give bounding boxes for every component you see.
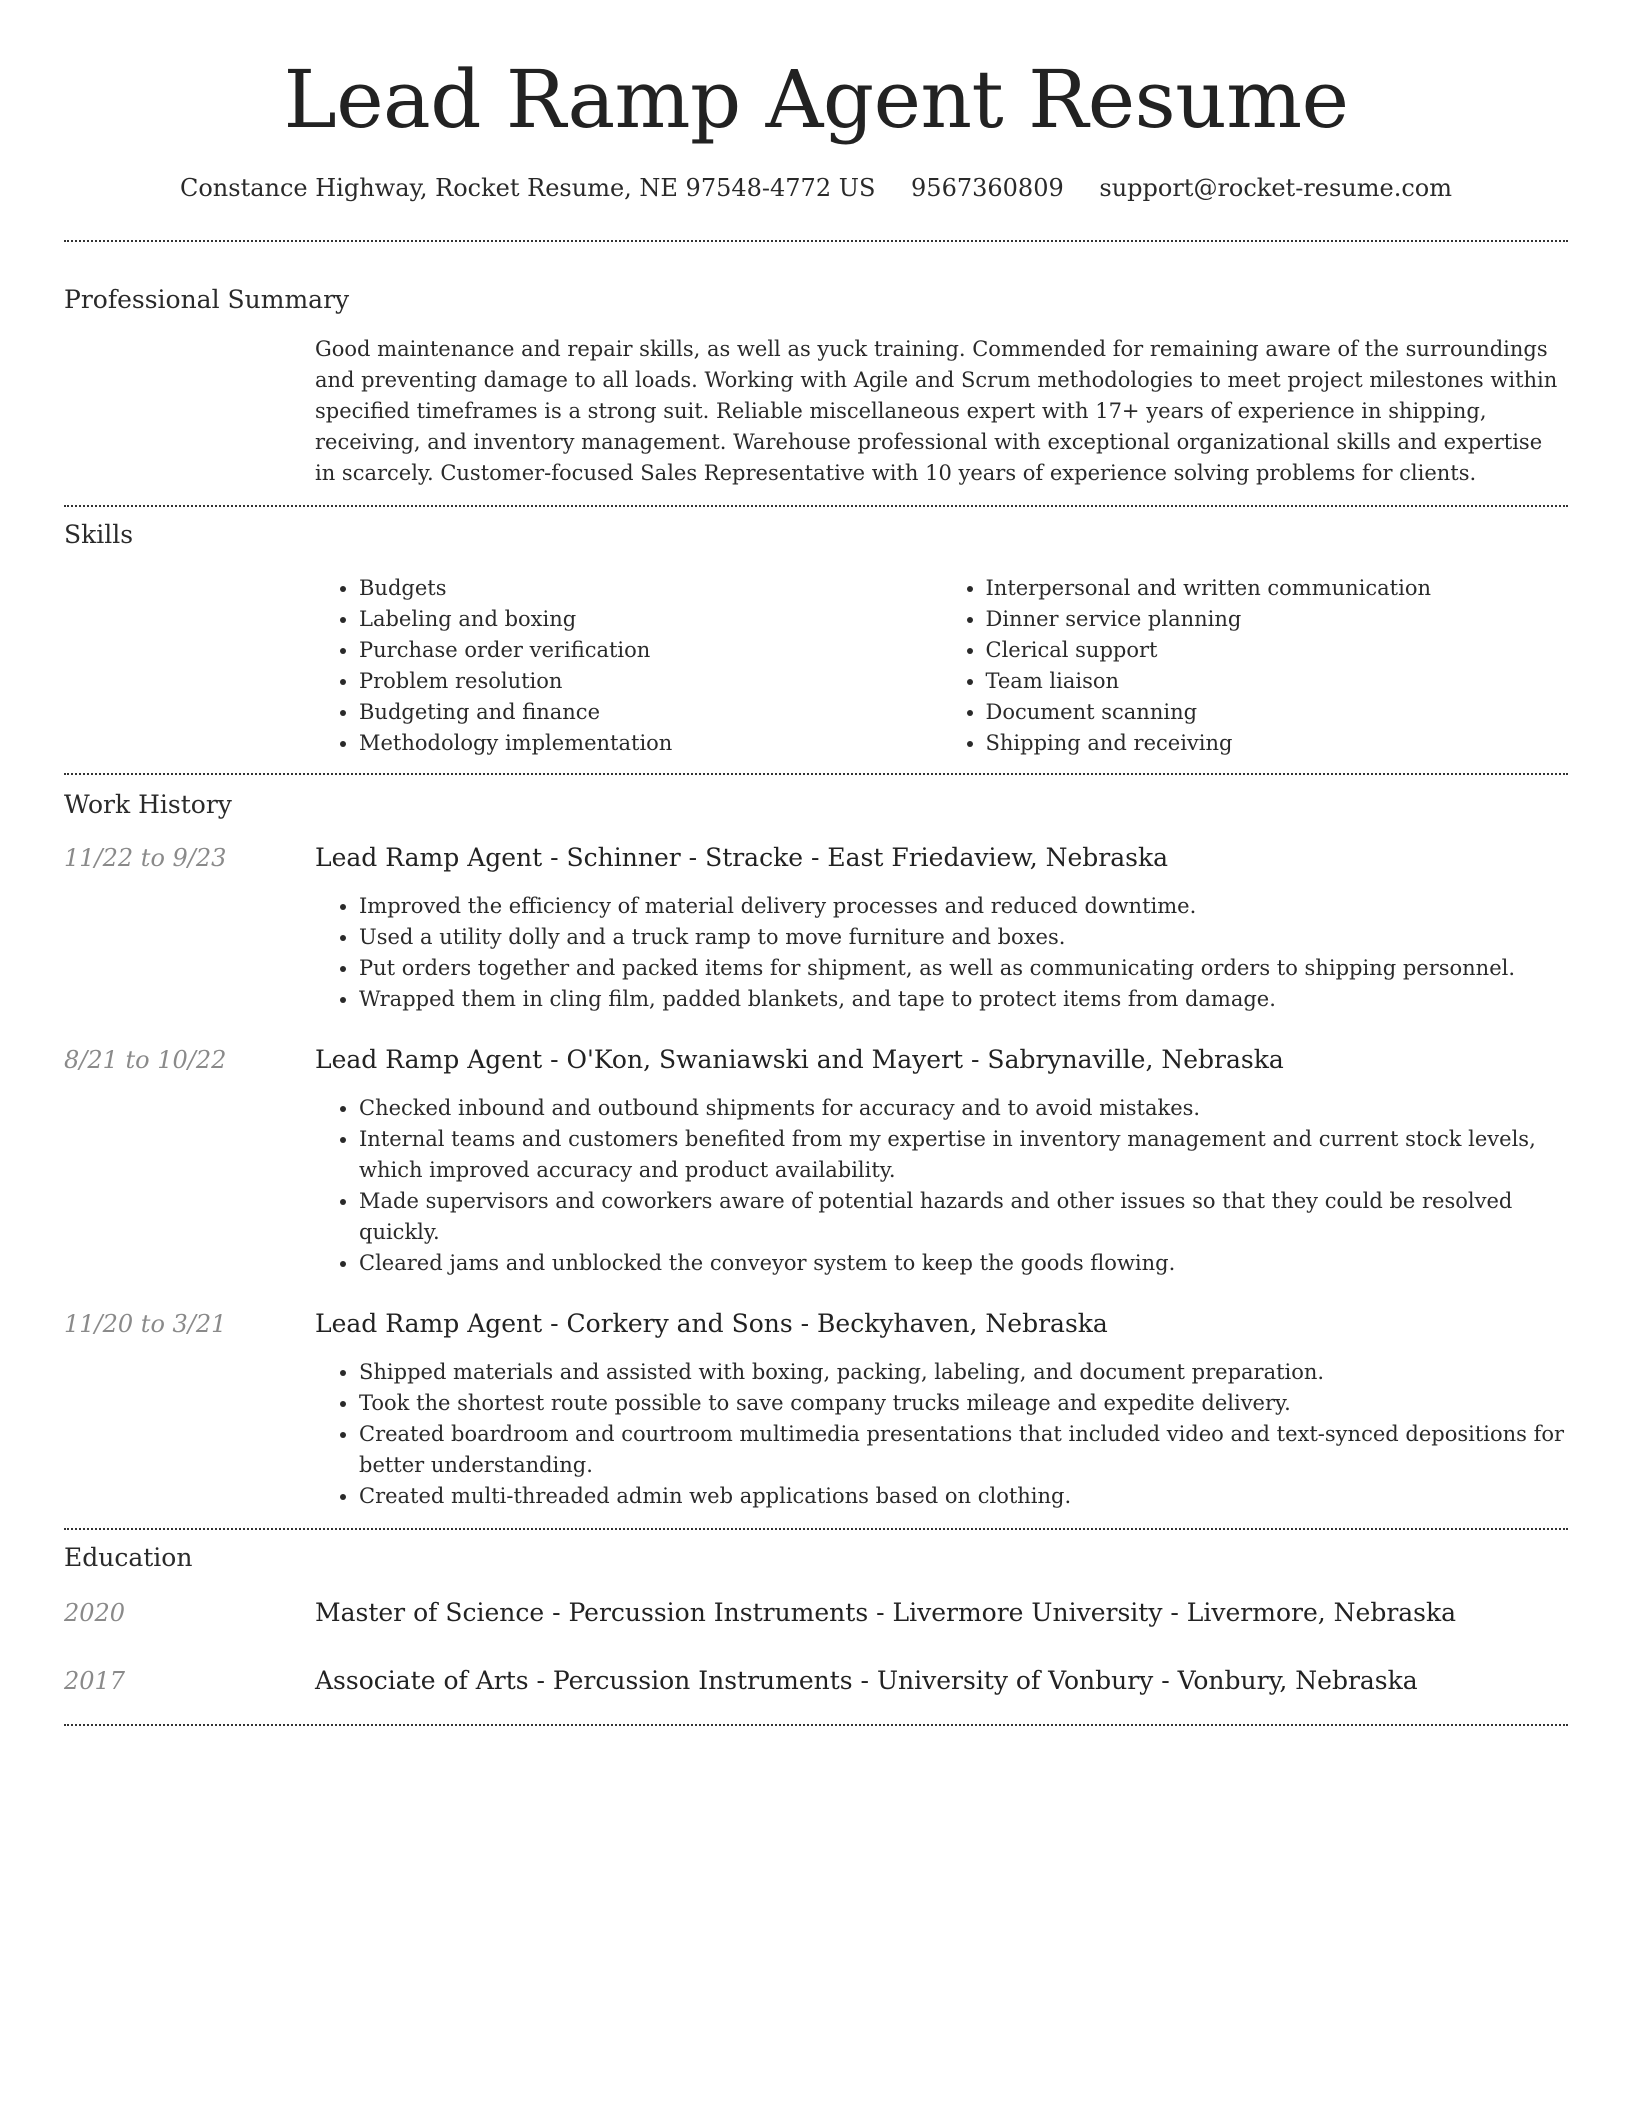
job-title: Lead Ramp Agent - O'Kon, Swaniawski and Mayert - Sabrynaville, Nebraska	[315, 1045, 1284, 1074]
skills-list-left	[315, 573, 942, 759]
education-entry	[64, 1666, 1568, 1702]
education-year: 2020	[64, 1599, 126, 1627]
job-entry	[64, 1045, 1568, 1279]
education-degree: Master of Science - Percussion Instruments - Livermore University - Livermore, Nebraska	[315, 1598, 1457, 1627]
job-bullet: • Took the shortest route possible to save company trucks mileage and expedite delivery.	[359, 1388, 1568, 1419]
job-bullet: • Put orders together and packed items for shipment, as well as communicating orders to shipping personnel.	[359, 953, 1568, 984]
education-year: 2017	[64, 1667, 126, 1695]
job-bullets	[315, 1357, 1568, 1512]
skill-item: • Methodology implementation	[359, 728, 942, 759]
skills-heading: Skills	[64, 520, 134, 549]
summary-heading: Professional Summary	[64, 285, 350, 314]
skills-list-right	[942, 573, 1569, 759]
contact-phone: 9567360809	[911, 174, 1064, 202]
job-bullet: • Wrapped them in cling film, padded blankets, and tape to protect items from damage.	[359, 984, 1568, 1015]
summary-text: Good maintenance and repair skills, as well as yuck training. Commended for remaining aware of the surroundings and preventing damage to all loads. Working with Agile and Scrum methodologies to meet project milestones within specified timeframes is a strong suit. Reliable miscellaneous expert with 17+ years of experience in shipping, receiving, and inventory management. Warehouse professional with exceptional organizational skills and expertise in scarcely. Customer-focused Sales Representative with 10 years of experience solving problems for clients.	[315, 337, 1558, 485]
skill-item: • Budgeting and finance	[359, 697, 942, 728]
skill-item: • Shipping and receiving	[986, 728, 1569, 759]
education-entry	[64, 1598, 1568, 1634]
skill-item: • Budgets	[359, 573, 942, 604]
section-divider	[64, 240, 1568, 242]
job-bullet: • Created boardroom and courtroom multimedia presentations that included video and text-synced depositions for better understanding.	[359, 1419, 1568, 1481]
section-divider	[64, 505, 1568, 507]
job-dates: 11/22 to 9/23	[64, 844, 227, 872]
job-title: Lead Ramp Agent - Corkery and Sons - Beckyhaven, Nebraska	[315, 1309, 1108, 1338]
skill-item: • Problem resolution	[359, 666, 942, 697]
job-entry	[64, 843, 1568, 1015]
skill-item: • Labeling and boxing	[359, 604, 942, 635]
education-degree: Associate of Arts - Percussion Instruments - University of Vonbury - Vonbury, Nebraska	[315, 1666, 1418, 1695]
contact-line	[64, 172, 1568, 204]
skill-item: • Clerical support	[986, 635, 1569, 666]
job-bullets	[315, 891, 1568, 1015]
job-bullet: • Shipped materials and assisted with boxing, packing, labeling, and document preparation.	[359, 1357, 1568, 1388]
skill-item: • Purchase order verification	[359, 635, 942, 666]
job-bullet: • Cleared jams and unblocked the conveyor system to keep the goods flowing.	[359, 1248, 1568, 1279]
resume-title: Lead Ramp Agent Resume	[283, 53, 1349, 146]
job-bullet: • Improved the efficiency of material delivery processes and reduced downtime.	[359, 891, 1568, 922]
work-heading: Work History	[64, 790, 232, 819]
skills-section	[64, 517, 1568, 759]
education-section	[64, 1540, 1568, 1702]
skill-item: • Interpersonal and written communication	[986, 573, 1569, 604]
education-heading: Education	[64, 1543, 193, 1572]
skill-item: • Team liaison	[986, 666, 1569, 697]
job-bullet: • Made supervisors and coworkers aware of potential hazards and other issues so that they could be resolved quickly.	[359, 1186, 1568, 1248]
summary-section	[64, 282, 1568, 489]
job-bullet: • Internal teams and customers benefited from my expertise in inventory management and current stock levels, which improved accuracy and product availability.	[359, 1124, 1568, 1186]
section-divider	[64, 1528, 1568, 1530]
resume-page	[64, 0, 1568, 1726]
job-dates: 11/20 to 3/21	[64, 1310, 227, 1338]
job-bullets	[315, 1093, 1568, 1279]
job-bullet: • Checked inbound and outbound shipments for accuracy and to avoid mistakes.	[359, 1093, 1568, 1124]
job-title: Lead Ramp Agent - Schinner - Stracke - East Friedaview, Nebraska	[315, 843, 1169, 872]
job-bullet: • Used a utility dolly and a truck ramp to move furniture and boxes.	[359, 922, 1568, 953]
contact-email[interactable]: support@rocket-resume.com	[1099, 174, 1452, 202]
job-entry	[64, 1309, 1568, 1512]
section-divider	[64, 1724, 1568, 1726]
skill-item: • Document scanning	[986, 697, 1569, 728]
job-dates: 8/21 to 10/22	[64, 1046, 227, 1074]
section-divider	[64, 773, 1568, 775]
work-section	[64, 787, 1568, 1512]
contact-address: Constance Highway, Rocket Resume, NE 97548-4772 US	[179, 174, 876, 202]
job-bullet: • Created multi-threaded admin web applications based on clothing.	[359, 1481, 1568, 1512]
skill-item: • Dinner service planning	[986, 604, 1569, 635]
